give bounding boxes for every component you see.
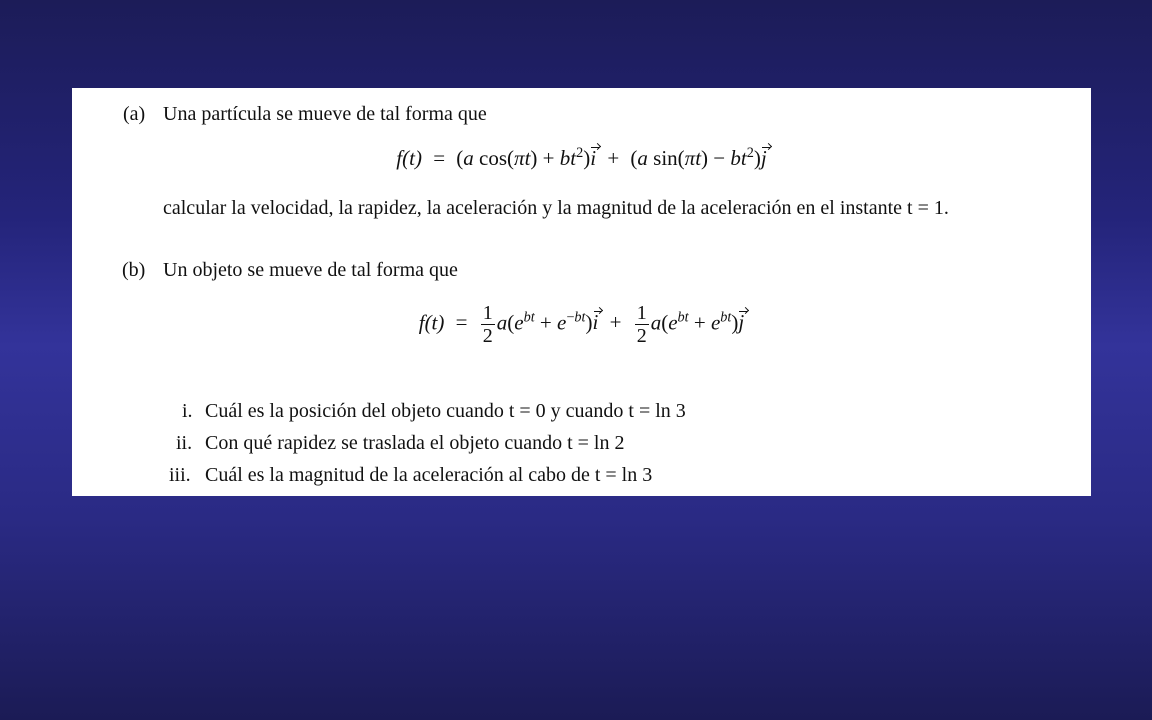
- fraction-one-half: $\frac{1}{2}$: [482, 302, 493, 347]
- unit-vector-j-icon: j: [760, 146, 767, 170]
- item-ii-label: ii.: [176, 432, 193, 454]
- problem-a-intro: Una partícula se mueve de tal forma que: [163, 103, 487, 125]
- problem-b-equation: f(t) = $\frac{1}{2}$ $a(e^{bt} + e^{-bt})i$ + $\frac{1}{2}$ $a(e^{bt} + e^{bt})j$: [418, 302, 745, 347]
- fraction-one-half: $\frac{1}{2}$: [636, 302, 647, 347]
- unit-vector-i-icon: i: [590, 146, 597, 170]
- problem-a-question: calcular la velocidad, la rapidez, la aceleración y la magnitud de la aceleración en el instante t = 1.: [163, 197, 949, 219]
- problem-a-equation: f(t) = (a $\cos(\pi t) + bt^2)i + (a$ $\sin(\pi t) - bt^2)j$: [396, 145, 767, 170]
- item-i-text: Cuál es la posición del objeto cuando t = 0 y cuando t = ln 3: [205, 400, 686, 422]
- item-ii-text: Con qué rapidez se traslada el objeto cuando t = ln 2: [205, 432, 625, 454]
- item-iii-label: iii.: [169, 464, 191, 486]
- equation-a-rhs-y: (a $\sin(\pi t) - bt^2$): [630, 145, 761, 170]
- problem-a-label: (a): [123, 103, 146, 125]
- problem-b-intro: Un objeto se mueve de tal forma que: [163, 259, 458, 281]
- equation-b-lhs: f(t): [418, 310, 445, 335]
- item-i-label: i.: [182, 400, 193, 422]
- exercise-sheet: [72, 88, 1091, 496]
- unit-vector-i-icon: i: [592, 310, 599, 335]
- unit-vector-j-icon: j: [738, 310, 745, 335]
- problem-b-label: (b): [122, 259, 146, 281]
- equation-a-lhs: f(t): [396, 146, 422, 170]
- item-iii-text: Cuál es la magnitud de la aceleración al cabo de t = ln 3: [205, 464, 653, 486]
- equation-a-rhs-x: (a $\cos(\pi t) + bt^2$): [456, 145, 591, 170]
